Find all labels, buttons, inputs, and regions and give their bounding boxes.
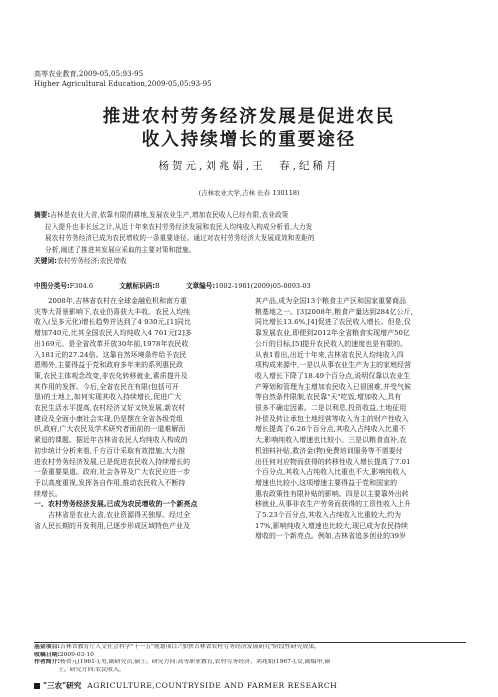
- body-text-line: 产筹划和管理为主增加农民收入已很困难,并受气候: [255, 382, 412, 391]
- doc-code-value: B: [154, 282, 160, 290]
- received-label: 收稿日期:: [34, 651, 60, 658]
- clc-label: 中图分类号:: [34, 282, 70, 290]
- body-text-line: 出任何对应物而获得的转移性收入增长提高了7.01: [255, 457, 411, 466]
- left-column: [34, 296, 245, 531]
- title-line-1: 推进农村劳务经济发展是促进农民: [102, 107, 396, 127]
- body-text-line: 大,影响纯收入增速也比较小。三是以粮食直补,农: [255, 436, 407, 445]
- body-text-line: 吉林省是农业大省,农业资源得天独厚。经过全: [34, 511, 191, 520]
- fund-note: [34, 644, 466, 652]
- body-text-line: 移就业,从事非农生产劳务而获得的工资性收入上升: [255, 500, 412, 509]
- footnotes: [34, 644, 466, 674]
- body-text-line: 2008年,吉林省农村在全球金融危机和南方重: [34, 297, 188, 305]
- body-text-line: 同比增长13.6%,[4]促进了农民收入增长。但是,仅: [255, 318, 411, 327]
- fund-label: 基金项目:: [34, 644, 60, 650]
- body-text-line: 策,农民主体观念改变,非农化转移就业,素质提升及: [34, 371, 188, 380]
- body-text-line: 建设及全面小康社会实现,仍是摆在全省各级党组: [34, 414, 184, 423]
- body-text-line: 公斤的目标,[5]提升农民收入的速度也是有限的。: [255, 339, 408, 348]
- body-text-line: 垦)的土地上,如何实现其收入持续增长,促进广大: [34, 393, 182, 402]
- keywords-label: 关键词:: [34, 257, 58, 266]
- body-text-line: 靠发展农业,即便到2012年全省粮食实现增产50亿: [255, 329, 411, 338]
- journal-footer-en: AGRICULTURE,COUNTRYSIDE AND FARMER RESEARCH: [87, 681, 338, 690]
- body-text-line: 予以高度重视,发挥各自作用,推动农民收入不断持: [34, 478, 186, 487]
- body-text-line: 收入(呈多元化)增长趋势并达到了4 930元,[1]同比: [34, 318, 191, 327]
- authors: 杨贺元,刘兆娟,王 春,纪稀月: [158, 160, 340, 172]
- journal-footer-cn: "三农"研究: [43, 681, 82, 690]
- abstract-text: 吉林是农业大省,依靠有限的耕地,发展农业生产,增加农民收入已经有限,农业政策: [50, 211, 289, 219]
- abstract-label: 摘要:: [34, 211, 51, 219]
- body-text-line: 增加740元,比其全国农民人均纯收入4 761元[2]多: [34, 329, 192, 338]
- fund-text: 吉林省教育厅人文社会科学"十一五"规划项目:"加快吉林省农村劳务经济发展研究"阶段性研究成果。: [59, 644, 321, 650]
- keywords: [34, 256, 466, 268]
- body-text-line: 增速也比较小,这项增速主要得益于党和国家的: [255, 478, 398, 487]
- received-note: [34, 652, 466, 660]
- square-bullet-icon: [34, 683, 40, 689]
- body-text-line: 其作用的发挥。今后,全省农民在有限(包括可开: [34, 382, 179, 391]
- body-text-line: 个百分点,其收入占纯收入比重也不大,影响纯收入: [255, 468, 407, 477]
- article-id-value: 1002-1981(2009)05-0093-03: [214, 282, 311, 290]
- body-text-line: 机油料补贴,救济金(物)免费培训服务等不需要付: [255, 446, 403, 455]
- body-text-line: 恩赐外,主要得益于党和政府多年来的系列惠民政: [34, 361, 184, 370]
- body-text-line: 进农村劳务经济发展,已是促进农民收入持续增长的: [34, 457, 191, 466]
- footnote-rule: [34, 642, 466, 643]
- body-text-line: 惠农政策性有限补贴的影响。四是以主要靠外出转: [255, 489, 409, 498]
- body-text-line: 紧迫的课题。据近年吉林省农民人均纯收入构成的: [34, 436, 188, 445]
- body-text-line: 初步统计分析来看,千方百计采取有效措施,大力推: [34, 446, 186, 455]
- abstract-line: 分析,阐述了推进其发展应采取的主要对策和措施。: [45, 245, 196, 254]
- body-text-line: 增长提高了6.26个百分点,其收入占纯收入比重不: [255, 425, 406, 434]
- title-line-2: 收入持续增长的重要途径: [141, 130, 357, 150]
- body-text-line: 增收的一个新亮点。例如,吉林省追多创业的39岁: [255, 532, 407, 541]
- body-text-line: 项构成来源中,一是以从事农业生产为主的家庭经营: [255, 361, 412, 370]
- body-text-line: 省人民长期的开发利用,已逐步形成区域特色产业及: [34, 521, 191, 530]
- journal-footer: [34, 680, 337, 691]
- abstract-line: [34, 210, 466, 222]
- body-text-line: 织,政府,广大农民及学术研究者面前的一道难解而: [34, 425, 186, 434]
- author-note: [34, 659, 466, 667]
- affiliation: (吉林农业大学,吉林 长春 130118): [198, 189, 300, 197]
- body-text-line: 收入增长下降了18.49个百分点,说明仅靠以农业生: [255, 371, 411, 380]
- article-id-label: 文章编号:: [185, 282, 215, 290]
- author-note-cont: 士。研究方向:农民收入。: [58, 666, 125, 673]
- body-text-line: 从表1看出,出近十年来,吉林省农民人均纯收入四: [255, 350, 404, 359]
- abstract-line: 拉入提升也非长远之计,从近十年来农村劳务经济发展和农民人均纯收入构成分析看,大力发: [45, 222, 313, 231]
- article-meta: [34, 280, 311, 290]
- keywords-text: 农村劳务经济;农民增收: [57, 257, 127, 266]
- body-text-line: 17%,影响纯收入增速也比较大,现已成为农民持续: [255, 521, 409, 530]
- abstract: [34, 210, 466, 268]
- body-text-line: 入181元的27.24倍。这靠自然环境条件给予农民: [34, 350, 187, 359]
- body-text-line: 灾等大背景影响下,农业仍喜获大丰收。农民人均纯: [34, 307, 191, 316]
- journal-citation-cn: 高等农业教育,2009-05,05:93-95: [34, 70, 144, 78]
- author-label: 作者简介:: [34, 659, 60, 666]
- section-heading: 一、农村劳务经济发展,已成为农民增收的一个新亮点: [34, 500, 198, 509]
- right-column: [255, 296, 466, 542]
- body-text-line: 出169元。是全省改革开放30年前,1978年农民收: [34, 339, 189, 348]
- journal-citation-en: Higher Agricultural Education,2009-05,05:93-95: [34, 80, 212, 88]
- body-text-line: 补偿及转让承包土地经营等收入为主的财产性收入: [255, 414, 409, 423]
- body-text-line: 了5.23个百分点,其收入占纯收入比重较大,约为: [255, 511, 402, 520]
- body-text-line: 其产品,成为全国13个粮食主产区和国家重要商品: [255, 297, 407, 305]
- body-text-line: 一条重要渠道。政府,社会各界及广大农民应进一步: [34, 468, 191, 477]
- body-text-line: 等自然条件限制,农民靠"天"吃饭,增加收入,具有: [255, 393, 402, 402]
- received-date: 2009-03-10: [59, 651, 94, 658]
- clc-value: F304.6: [69, 282, 94, 290]
- author-text: 杨贺元(1961-),男,副研究员,硕士。研究方向:高等职业教育,农村劳务经济。刘兆娟(1967-),女,副编审,硕: [59, 659, 331, 666]
- body-text-line: 粮基地之一。[3]2008年,粮食产量达到284亿公斤,: [255, 307, 413, 316]
- body-text-line: 农民生活水平提高,农村经济又好又快发展,新农村: [34, 404, 186, 413]
- abstract-line: 展农村劳务经济已成为农民增收的一条重要途径。通过对农村劳务经济大发展成效和差距的: [45, 234, 315, 243]
- doc-code-label: 文献标识码:: [119, 282, 155, 290]
- body-text-line: 很多不确定因素。二是以利息,投资收益,土地征用: [255, 404, 407, 413]
- body-text-line: 续增长。: [34, 489, 62, 498]
